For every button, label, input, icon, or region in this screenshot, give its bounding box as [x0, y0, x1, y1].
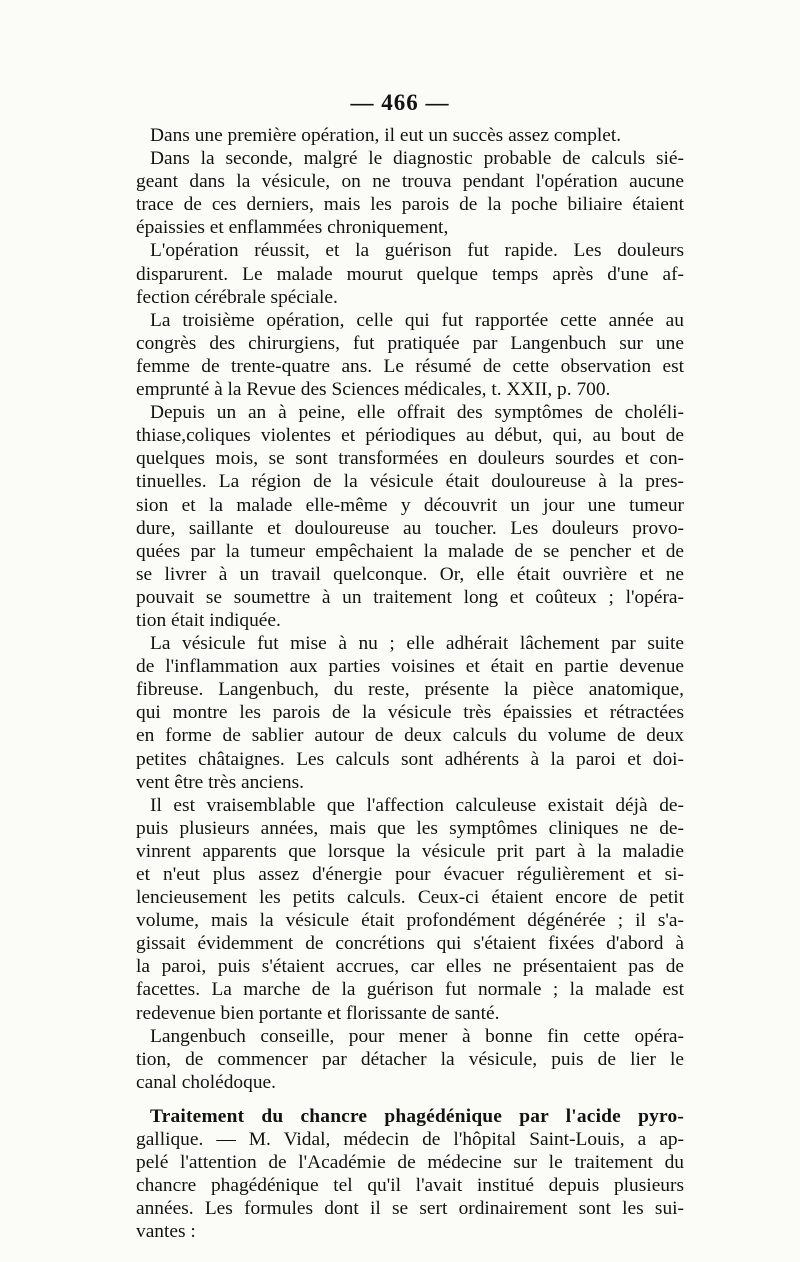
text-line: Langenbuch conseille, pour mener à bonne fin cette opéra-	[150, 1025, 684, 1047]
text-line: tion, de commencer par détacher la vésicule, puis de lier le	[136, 1048, 684, 1070]
text-line: canal cholédoque.	[136, 1071, 276, 1093]
text-line: se livrer à un travail quelconque. Or, elle était ouvrière et ne	[136, 563, 684, 585]
text-line: chancre phagédénique tel qu'il l'avait institué depuis plusieurs	[136, 1175, 684, 1197]
text-line: de l'inflammation aux parties voisines et était en partie devenue	[136, 656, 684, 678]
text-line: Dans la seconde, malgré le diagnostic probable de calculs sié-	[150, 148, 684, 170]
text-line: La vésicule fut mise à nu ; elle adhérait lâchement par suite	[150, 633, 684, 655]
text-line: congrès des chirurgiens, fut pratiquée par Langenbuch sur une	[136, 332, 684, 354]
text-line: geant dans la vésicule, on ne trouva pendant l'opération aucune	[136, 171, 684, 193]
text-line: fibreuse. Langenbuch, du reste, présente la pièce anatomique,	[136, 679, 684, 701]
text-column	[136, 124, 684, 1244]
text-line: gallique. — M. Vidal, médecin de l'hôpital Saint-Louis, a ap-	[136, 1129, 684, 1151]
text-line: tinuelles. La région de la vésicule était douloureuse à la pres-	[136, 471, 684, 493]
text-line: fection cérébrale spéciale.	[136, 286, 338, 308]
text-line: en forme de sablier autour de deux calculs du volume de deux	[136, 725, 684, 747]
section-paragraph	[136, 1105, 684, 1244]
text-line: femme de trente-quatre ans. Le résumé de cette observation est	[136, 355, 684, 377]
section-gap	[136, 1094, 684, 1105]
text-line: facettes. La marche de la guérison fut normale ; la malade est	[136, 979, 684, 1001]
text-line: petites châtaignes. Les calculs sont adhérents à la paroi et doi-	[136, 748, 684, 770]
text-line: puis plusieurs années, mais que les symptômes cliniques ne de-	[136, 817, 684, 839]
paragraph-8	[136, 1025, 684, 1094]
text-line: gissait évidemment de concrétions qui s'étaient fixées d'abord à	[136, 933, 684, 955]
text-line: disparurent. Le malade mourut quelque temps après d'une af-	[136, 263, 684, 285]
text-line: qui montre les parois de la vésicule très épaissies et rétractées	[136, 702, 684, 724]
text-line: épaissies et enflammées chroniquement,	[136, 217, 449, 239]
section-heading-line: Traitement du chancre phagédénique par l'acide pyro-	[150, 1105, 684, 1127]
text-line: emprunté à la Revue des Sciences médicales, t. XXII, p. 700.	[136, 379, 611, 401]
text-line: sion et la malade elle-même y découvrit un jour une tumeur	[136, 494, 684, 516]
text-line: La troisième opération, celle qui fut rapportée cette année au	[150, 309, 684, 331]
text-line: la paroi, puis s'étaient accrues, car elles ne présentaient pas de	[136, 956, 684, 978]
text-line: lencieusement les petits calculs. Ceux-ci étaient encore de petit	[136, 887, 684, 909]
paragraph-5	[136, 401, 684, 632]
text-line: quées par la tumeur empêchaient la malade de se pencher et de	[136, 540, 684, 562]
text-line: thiase,coliques violentes et périodiques au début, qui, au bout de	[136, 425, 684, 447]
text-line: Dans une première opération, il eut un succès assez complet.	[150, 125, 622, 146]
text-line: quelques mois, se sont transformées en douleurs sourdes et con-	[136, 448, 684, 470]
text-line: vinrent apparents que lorsque la vésicule prit part à la maladie	[136, 840, 684, 862]
text-line: L'opération réussit, et la guérison fut rapide. Les douleurs	[150, 240, 684, 262]
text-line: Depuis un an à peine, elle offrait des symptômes de choléli-	[150, 402, 684, 424]
text-line: vantes :	[136, 1221, 196, 1243]
text-line: pelé l'attention de l'Académie de médecine sur le traitement du	[136, 1152, 684, 1174]
text-line: trace de ces derniers, mais les parois de la poche biliaire étaient	[136, 194, 684, 216]
paragraph-2	[136, 147, 684, 239]
page-number: — 466 —	[350, 90, 450, 115]
paragraph-3	[136, 239, 684, 308]
text-line: pouvait se soumettre à un traitement long et coûteux ; l'opéra-	[136, 586, 684, 608]
text-line: tion était indiquée.	[136, 609, 281, 631]
text-line: et n'eut plus assez d'énergie pour évacuer régulièrement et si-	[136, 864, 684, 885]
paragraph-7	[136, 794, 684, 1025]
text-line: dure, saillante et douloureuse au toucher. Les douleurs provo-	[136, 517, 684, 539]
paragraph-1	[136, 124, 684, 147]
text-line: vent être très anciens.	[136, 771, 304, 793]
paragraph-4	[136, 309, 684, 401]
text-line: Il est vraisemblable que l'affection calculeuse existait déjà de-	[150, 794, 684, 816]
text-line: volume, mais la vésicule était profondément dégénérée ; il s'a-	[136, 910, 684, 932]
text-line: années. Les formules dont il se sert ordinairement sont les sui-	[136, 1198, 684, 1220]
text-line: redevenue bien portante et florissante de santé.	[136, 1002, 500, 1024]
paragraph-6	[136, 632, 684, 794]
